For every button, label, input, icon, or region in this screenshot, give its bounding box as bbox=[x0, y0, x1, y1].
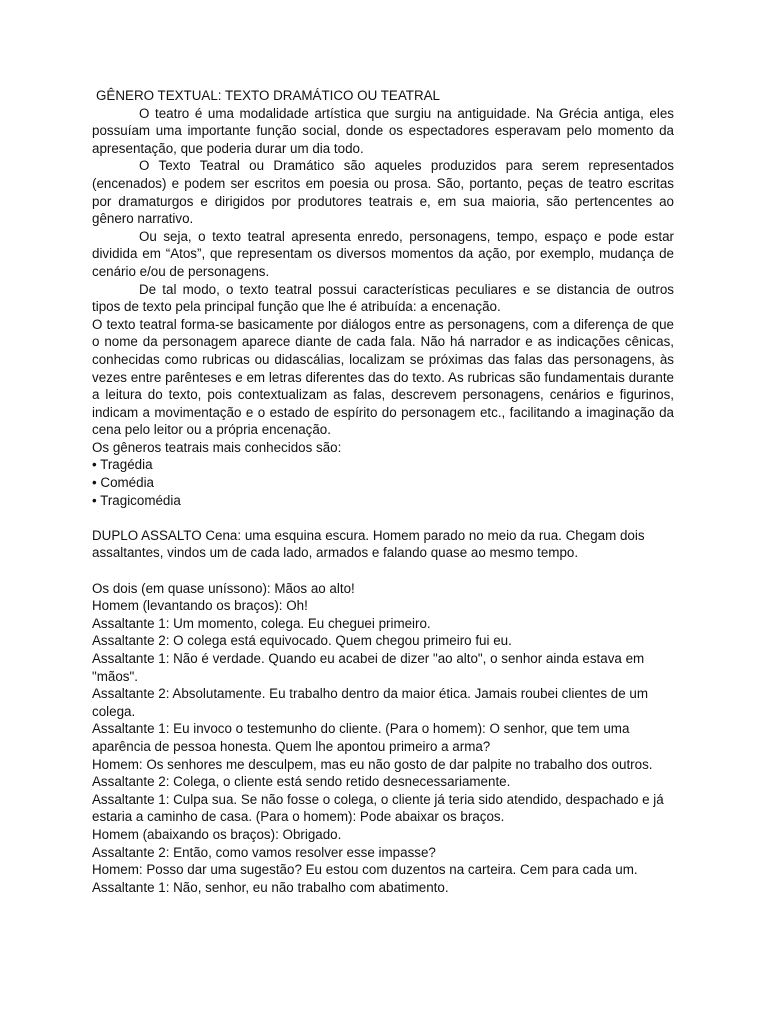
spacer bbox=[92, 562, 674, 580]
list-item: • Comédia bbox=[92, 475, 154, 491]
dialogue-line: Os dois (em quase uníssono): Mãos ao alto! bbox=[92, 580, 355, 596]
paragraph-genres-intro: Os gêneros teatrais mais conhecidos são: bbox=[92, 439, 342, 455]
dialogue-block bbox=[92, 580, 674, 897]
document-page bbox=[92, 87, 674, 896]
dialogue-line: Homem: Os senhores me desculpem, mas eu não gosto de dar palpite no trabalho dos outros. bbox=[92, 756, 653, 772]
genre-list bbox=[92, 456, 674, 509]
dialogue-line: Assaltante 1: Um momento, colega. Eu cheguei primeiro. bbox=[92, 615, 431, 631]
dialogue-line: Homem: Posso dar uma sugestão? Eu estou com duzentos na carteira. Cem para cada um. bbox=[92, 862, 638, 878]
paragraph-definition: O Texto Teatral ou Dramático são aqueles produzidos para serem representados (encenados) e podem ser escritos em poesia ou prosa. São, portanto, peças de teatro escritas por dramaturgos e dirigidos por produtores teatrais e, em sua maioria, são pertencentes ao gênero narrativo. bbox=[92, 158, 674, 227]
dialogue-line: Homem (levantando os braços): Oh! bbox=[92, 598, 308, 614]
dialogue-line: Assaltante 1: Eu invoco o testemunho do cliente. (Para o homem): O senhor, que tem uma aparência de pessoa honesta. Quem lhe apontou primeiro a arma? bbox=[92, 721, 630, 754]
dialogue-line: Assaltante 2: Absolutamente. Eu trabalho dentro da maior ética. Jamais roubei clientes de um colega. bbox=[92, 686, 649, 719]
dialogue-line: Assaltante 1: Não é verdade. Quando eu acabei de dizer "ao alto", o senhor ainda estava em "mãos". bbox=[92, 651, 645, 684]
dialogue-line: Assaltante 2: O colega está equivocado. Quem chegou primeiro fui eu. bbox=[92, 633, 512, 649]
dialogue-line: Homem (abaixando os braços): Obrigado. bbox=[92, 826, 342, 842]
list-item: • Tragédia bbox=[92, 457, 153, 473]
spacer bbox=[92, 509, 674, 527]
dialogue-line: Assaltante 1: Não, senhor, eu não trabalho com abatimento. bbox=[92, 879, 449, 895]
dialogue-line: Assaltante 2: Colega, o cliente está sendo retido desnecessariamente. bbox=[92, 774, 511, 790]
dialogue-line: Assaltante 1: Culpa sua. Se não fosse o colega, o cliente já teria sido atendido, despachado e já estaria a caminho de casa. (Para o homem): Pode abaixar os braços. bbox=[92, 791, 664, 825]
paragraph-dialogues: O texto teatral forma-se basicamente por diálogos entre as personagens, com a diferença de que o nome da personagem aparece diante de cada fala. Não há narrador e as indicações cênicas, conhecidas como rubricas ou didascálias, localizam se próximas das falas das personagens, às vezes entre parênteses e em letras diferentes das do texto. As rubricas são fundamentais durante a leitura do texto, pois contextualizam as falas, descrevem personagens, cenários e figurinos, indicam a movimentação e o estado de espírito do personagem etc., facilitando a imaginação da cena pelo leitor ou a própria encenação. bbox=[92, 316, 674, 438]
scene-intro: DUPLO ASSALTO Cena: uma esquina escura. Homem parado no meio da rua. Chegam dois assaltantes, vindos um de cada lado, armados e falando quase ao mesmo tempo. bbox=[92, 527, 645, 561]
document-title: GÊNERO TEXTUAL: TEXTO DRAMÁTICO OU TEATRAL bbox=[96, 88, 441, 103]
list-item: • Tragicomédia bbox=[92, 492, 181, 508]
dialogue-line: Assaltante 2: Então, como vamos resolver esse impasse? bbox=[92, 844, 436, 860]
paragraph-origin: O teatro é uma modalidade artística que surgiu na antiguidade. Na Grécia antiga, eles possuíam uma importante função social, donde os espectadores esperavam pelo momento da apresentação, que poderia durar um dia todo. bbox=[92, 105, 674, 156]
paragraph-structure: Ou seja, o texto teatral apresenta enredo, personagens, tempo, espaço e pode estar dividida em “Atos”, que representam os diversos momentos da ação, por exemplo, mudança de cenário e/ou de personagens. bbox=[92, 228, 674, 279]
paragraph-function: De tal modo, o texto teatral possui características peculiares e se distancia de outros tipos de texto pela principal função que lhe é atribuída: a encenação. bbox=[92, 281, 674, 315]
